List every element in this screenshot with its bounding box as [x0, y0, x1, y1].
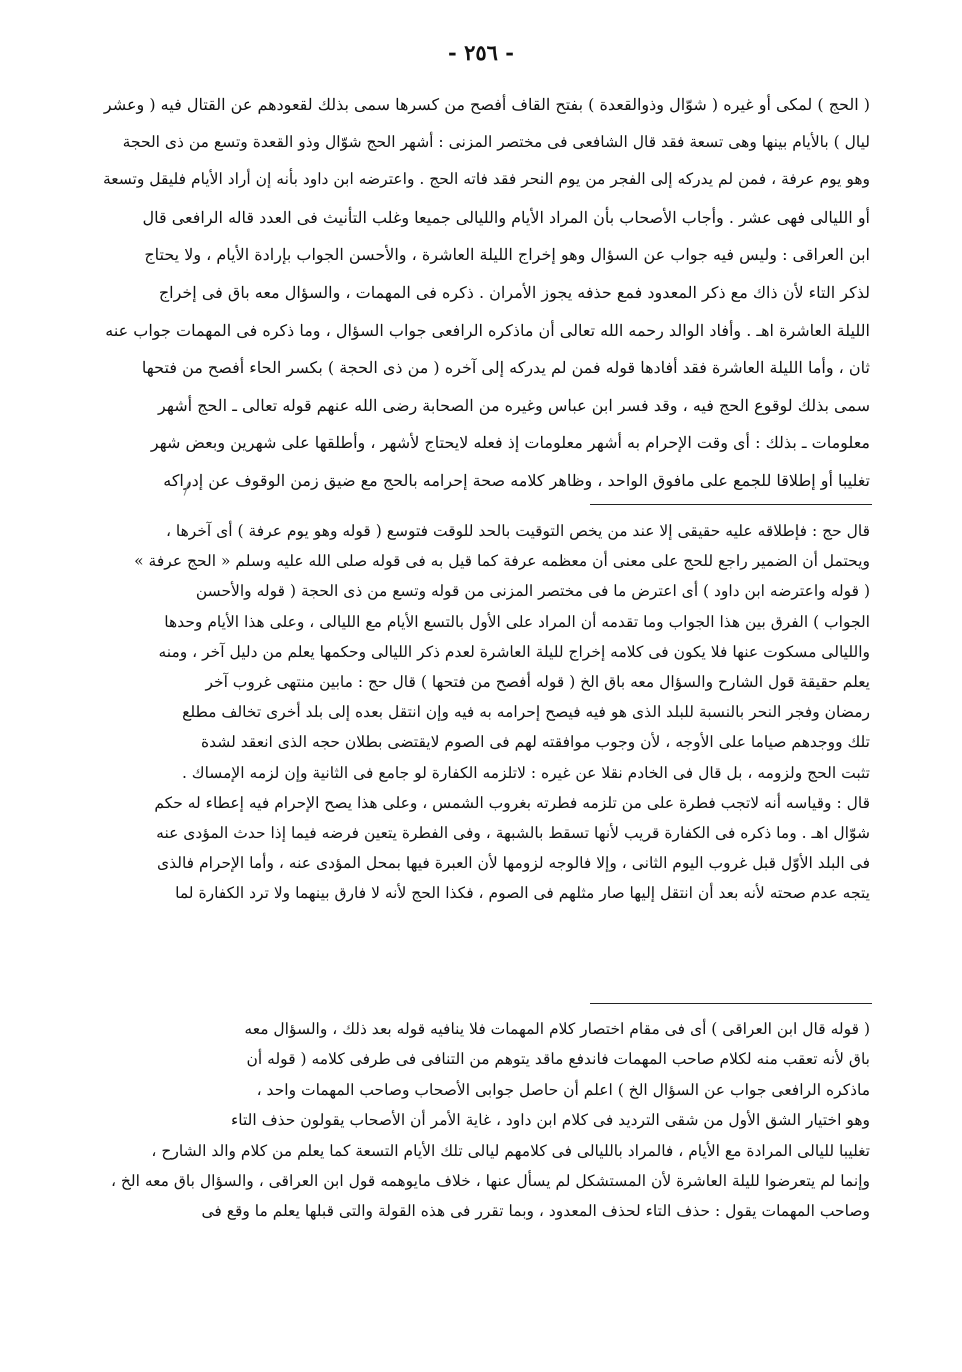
text-line: ليال ) بالأيام بينها وهى تسعة فقد قال الشافعى فى مختصر المزنى : أشهر الحج شوّال وذو القعدة وتسع من ذى الحجة	[122, 132, 870, 151]
commentary-line: تلك ووجدهم صياما على الأوجه ، لأن وجوب موافقته لهم فى الصوم لايقتضى بطلان حجه الذى انعقد لشدة	[201, 733, 870, 752]
commentary-line: تغليبا لليالى المرادة مع الأيام ، فالمراد بالليالى فى كلامهم ليالى تلك الأيام التسعة كما يعلم من كلام والد الشارح ،	[151, 1141, 870, 1160]
commentary-line: ماذكره الرافعى جواب عن السؤال الخ ) اعلم أن حاصل جوابى الأصحاب وصاحب المهمات واحد ،	[256, 1080, 870, 1099]
page-number: - ٢٥٦ -	[448, 40, 514, 65]
text-line: وهو يوم عرفة ، فمن لم يدركه إلى الفجر من يوم النحر فقد فاته الحج . واعترضه ابن داود بأنه إن أراد الأيام فليقل وتسعة	[102, 170, 870, 189]
commentary-line: وهو اختيار الشق الأول من شقى الترديد فى كلام ابن داود ، غاية الأمر أن الأصحاب يقولون حذف التاء	[230, 1111, 870, 1130]
commentary-line: قال حج : فإطلاقه عليه حقيقى إلا عند من يخص التوقيت بالحد للوقت فتوسع ( قوله وهو يوم عرفة ) أى آخرها ،	[165, 522, 870, 540]
commentary-line: والليالى مسكوت عنها فلا يكون فى كلامه إخراج لليلة العاشرة لعدم ذكر الليالى وحكمها يعلم من دليل آخر ، ومنه	[158, 642, 870, 661]
text-line: أو الليالى فهى عشر . وأجاب الأصحاب بأن المراد الأيام والليالى جميعا وغلب التأنيث فى العدد قاله الرافعى قال	[142, 207, 870, 227]
text-line: ابن العراقى : وليس فيه جواب عن السؤال وهو إخراج الليلة العاشرة ، والأحسن الجواب بإرادة الأيام ، ولا يحتاج	[144, 245, 870, 265]
commentary-line: ( قوله واعترضه ابن داود ) أى اعترض ما فى مختصر المزنى من قوله وتسع من ذى الحجة ( قوله والأحسن	[195, 582, 870, 601]
commentary-line: ( قوله قال ابن العراقى ) أى فى مقام اختصار كلام المهمات فلا ينافيه قوله بعد ذلك ، والسؤال معه	[244, 1020, 870, 1038]
text-line: معلومات ـ بذلك : أى وقت الإحرام به أشهر معلومات إذ فعله لايحتاج لأشهر ، وأطلقها على شهرين وبعض شهر	[150, 433, 870, 453]
text-line: سمى بذلك لوقوع الحج فيه ، وقد فسر ابن عباس وغيره من الصحابة رضى الله عنهم قوله تعالى ـ الحج أشهر	[158, 395, 870, 415]
commentary-block-2	[100, 1014, 870, 1227]
main-text-block	[100, 86, 870, 500]
commentary-line: وصاحب المهمات يقول : حذف التاء لحذف المعدود ، وبما تقرر فى هذه القولة والتى قبلها يعلم ما وقع فى	[201, 1202, 870, 1221]
commentary-line: الجواب ) الفرق بين هذا الجواب وما تقدمه أن المراد على الأول بالتسع الأيام مع الليالى ، وعلى هذا الأيام وحدها	[164, 612, 870, 631]
commentary-line: رمضان وفجر النحر بالنسبة للبلد الذى هو فيه فيصح إحرامه به فيه وإن انتقل بعده إلى بلد أخرى تخالف مطلع	[182, 703, 870, 722]
commentary-line: يتجه عدم صحته لأنه بعد أن انتقل إليها صار مثلهم فى الصوم ، فكذا الحج لأنه لا فارق بينهما ولا ترد الكفارة لما	[175, 884, 870, 903]
text-line: تغليبا أو إطلاقا للجمع على مافوق الواحد ، وظاهر كلامه صحة إحرامه بالحج مع ضيق زمن الوقوف عن إدراكه	[163, 470, 870, 490]
commentary-line: تثبت الحج ولزومه ، بل قال فى الخادم نقلا عن غيره : لاتلزمه الكفارة لو جامع فى الثانية وإن لزمه الإمساك .	[181, 763, 870, 782]
commentary-line: فى البلد الأوّل قبل غروب اليوم الثانى ، وإلا فالوجه لزومها لأن العبرة فيها بمحل المؤدى عنه ، وأما الإحرام فالذى	[156, 854, 870, 873]
section-divider	[590, 1003, 872, 1004]
commentary-line: باق لأنه تعقب منه لكلام صاحب المهمات فاندفع ماقد يتوهم من التنافى فى طرفى كلامه ( قوله أن	[246, 1050, 870, 1069]
text-line: ثان ، وأما الليلة العاشرة فقد أفادها قوله فمن لم يدركه إلى آخره ( من ذى الحجة ) بكسر الحاء أفصح من فتحها	[141, 358, 870, 378]
commentary-line: شوّال اهـ . وما ذكره فى الكفارة قريب لأنها تسقط بالشبهة ، وفى الفطرة يتعين فرضه فيما إذا حدث المؤدى عنه	[156, 823, 870, 842]
section-divider	[590, 504, 872, 505]
commentary-line: وإنما لم يتعرضوا لليلة العاشرة لأن المستشكل لم يسأل عنها ، خلاف مايوهمه قول ابن العراقى ، والسؤال باق معه الخ ،	[110, 1171, 870, 1190]
text-line: ( الحج ) لمكى أو غيره ( شوّال وذوالقعدة ) بفتح القاف أفصح من كسرها سمى بذلك لقعودهم عن القتال فيه ( وعشر	[103, 95, 870, 114]
commentary-block-1	[100, 516, 870, 908]
commentary-line: ويحتمل أن الضمير راجع للحج على معنى أن معظمه عرفة كما قيل به فى قوله صلى الله عليه وسلم « الحج عرفة »	[134, 552, 870, 571]
commentary-line: قال : وقياسه أنه لاتجب فطرة على من تلزمه فطرته بغروب الشمس ، وعلى هذا يصح الإحرام فيه إعطاء له حكم	[154, 793, 870, 812]
text-line: الليلة العاشرة اهـ . وأفاد الوالد رحمه الله تعالى أن ماذكره الرافعى جواب السؤال ، وما ذكره فى المهمات جواب عنه	[105, 320, 870, 340]
commentary-line: يعلم حقيقة قول الشارح والسؤال معه باق الخ ( قوله أفصح من فتحها ) قال حج : مابين منتهى غروب آخر	[205, 672, 870, 691]
text-line: لذكر التاء لأن ذاك مع ذكر المعدود فمع حذفه يجوز الأمران . ذكره فى المهمات ، والسؤال معه باق فى إخراج	[158, 282, 870, 302]
